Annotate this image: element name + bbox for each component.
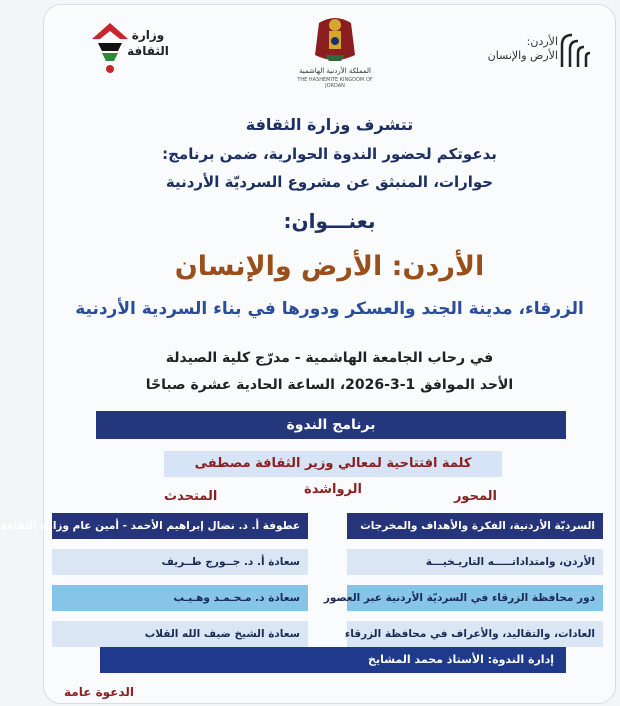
invitation-card <box>0 4 616 704</box>
jordan-land-and-people-logo <box>448 27 598 77</box>
speaker-cell: سعادة د. مـحـمـد وهـيـب <box>52 585 308 611</box>
ministry-logo-text <box>120 27 176 59</box>
venue-line: في رحاب الجامعة الهاشمية - مدرّج كلية الصيدلة <box>165 350 494 366</box>
program-row <box>0 513 615 539</box>
public-invitation-note: الدعوة عامة <box>64 685 134 699</box>
jordan-logo-line-2: الأرض والإنسان <box>487 49 558 62</box>
axis-column-header: المحور <box>453 489 497 504</box>
subtitle: الزرقاء، مدينة الجند والعسكر ودورها في بناء السردية الأردنية <box>75 299 584 319</box>
jordan-logo-line-1: الأردن: <box>526 35 558 48</box>
program-line: حوارات، المنبثق عن مشروع السرديّة الأردنية <box>165 173 494 191</box>
crest-arabic-name: المملكة الأردنية الهاشمية <box>298 67 372 75</box>
main-title: الأردن: الأرض والإنسان <box>174 251 485 282</box>
under-title-label: بعنـــوان: <box>283 209 376 233</box>
speaker-cell: سعادة أ. د. جــورج طــريف <box>52 549 308 575</box>
axis-cell: الأردن، وامتداداتـــــه التاريـخيـــة <box>347 549 603 575</box>
arches-logo-icon <box>558 31 598 71</box>
speaker-column-header: المتحدث <box>164 489 218 504</box>
program-header-bar: برنامج الندوة <box>96 411 566 439</box>
program-row <box>44 621 615 647</box>
ministry-logo-word-2: الثقافة <box>127 44 169 58</box>
axis-cell: دور محافظة الزرقاء في السرديّة الأردنية عبر العصور <box>347 585 603 611</box>
invite-line: بدعوتكم لحضور الندوة الحوارية، ضمن برنامج: <box>162 145 497 163</box>
jordan-logo-text <box>488 35 558 63</box>
program-row <box>44 549 615 575</box>
axis-cell: العادات، والتقاليد، والأعراف في محافظة الزرقاء <box>347 621 603 647</box>
datetime-line: الأحد الموافق 1-3-2026، الساعة الحادية عشرة صباحًا <box>145 377 514 393</box>
ministry-logo-word-1: وزارة <box>131 28 165 42</box>
axis-cell: السرديّة الأردنية، الفكرة والأهداف والمخرجات <box>347 513 603 539</box>
royal-crest <box>299 15 371 87</box>
speaker-cell: عطوفة أ. د. نضال إبراهيم الأحمد - أمين عام وزارة الثقافة <box>52 513 308 539</box>
moderator-bar: إدارة الندوة: الأستاذ محمد المشايخ <box>100 647 566 673</box>
opening-speech-bar: كلمة افتتاحية لمعالي وزير الثقافة مصطفى الرواشدة <box>164 451 502 477</box>
program-row <box>44 585 615 611</box>
speaker-cell: سعادة الشيخ ضيف الله القلاب <box>52 621 308 647</box>
crest-icon <box>299 15 371 67</box>
host-line: تتشرف وزارة الثقافة <box>245 115 414 134</box>
ministry-of-culture-logo <box>90 21 180 81</box>
crest-english-name: THE HASHEMITE KINGDOM OF JORDAN <box>297 77 373 89</box>
